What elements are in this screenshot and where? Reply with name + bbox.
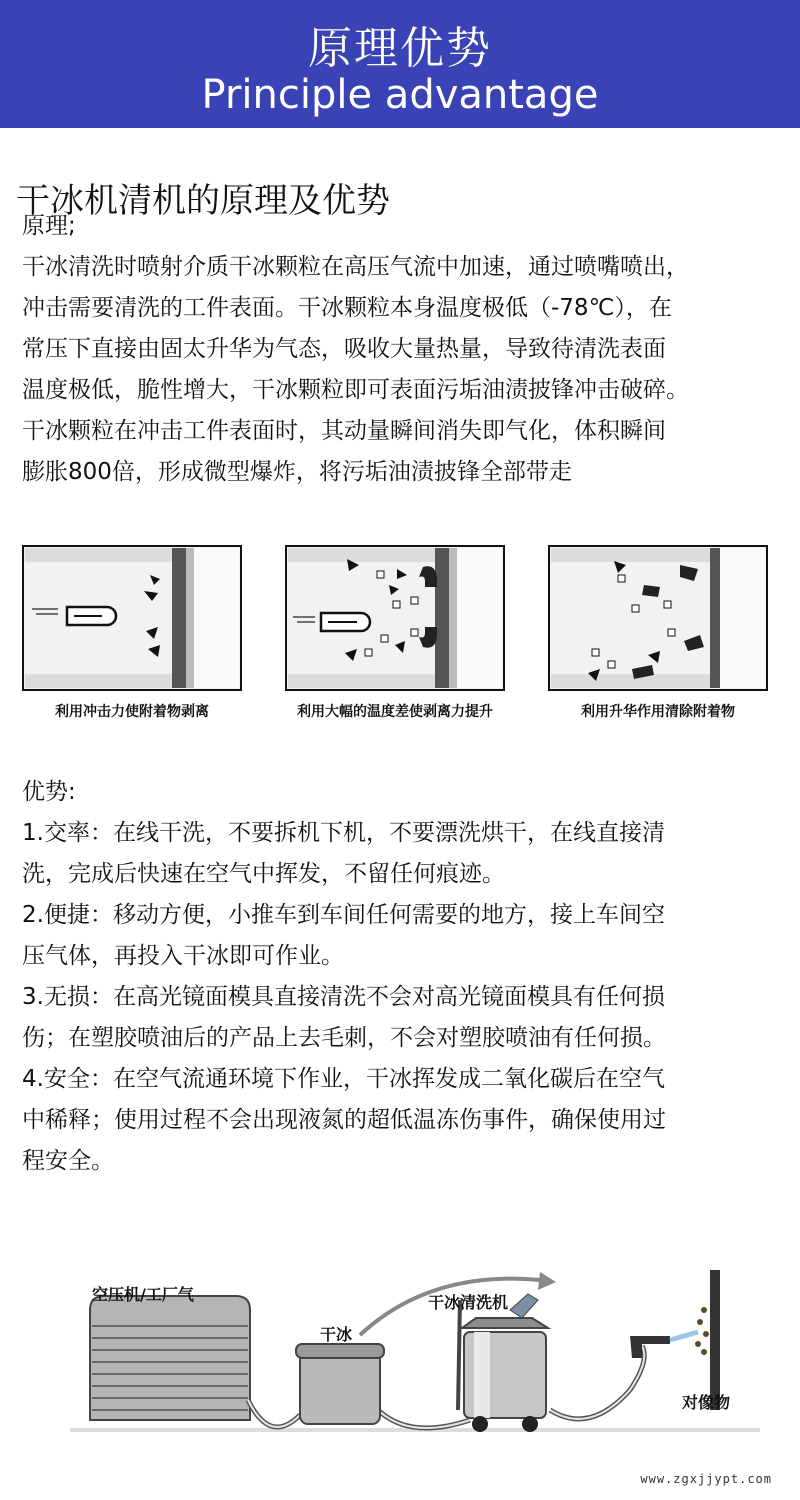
principle-line: 常压下直接由固太升华为气态，吸收大量热量，导致待清洗表面 bbox=[22, 336, 666, 362]
target-object-icon bbox=[695, 1270, 720, 1410]
diagram-caption: 利用大幅的温度差使剥离力提升 bbox=[297, 704, 493, 720]
diagram-impact bbox=[22, 545, 242, 721]
advantage-line: 程安全。 bbox=[22, 1148, 114, 1174]
principle-line: 干冰颗粒在冲击工件表面时，其动量瞬间消失即气化，体积瞬间 bbox=[22, 418, 666, 444]
machine-label: 干冰清洗机 bbox=[428, 1293, 509, 1312]
dry-ice-label: 干冰 bbox=[320, 1325, 353, 1344]
principle-heading: 原理; bbox=[22, 213, 76, 239]
advantage-line: 2.便捷：移动方便，小推车到车间任何需要的地方，接上车间空 bbox=[22, 902, 665, 928]
principle-line: 膨胀800倍，形成微型爆炸，将污垢油渍披锋全部带走 bbox=[22, 459, 572, 485]
header-banner bbox=[0, 0, 800, 128]
advantages-heading: 优势: bbox=[22, 779, 76, 805]
diagram-sublimation bbox=[548, 545, 768, 721]
watermark-url: www.zgxjjypt.com bbox=[640, 1472, 772, 1486]
advantage-line: 压气体，再投入干冰即可作业。 bbox=[22, 943, 344, 969]
blasting-machine-icon bbox=[458, 1294, 548, 1432]
dry-ice-box-icon bbox=[296, 1344, 384, 1424]
advantage-line: 3.无损：在高光镜面模具直接清洗不会对高光镜面模具有任何损 bbox=[22, 984, 665, 1010]
principle-line: 干冰清洗时喷射介质干冰颗粒在高压气流中加速，通过喷嘴喷出， bbox=[22, 254, 689, 280]
banner-title-cn: 原理优势 bbox=[308, 23, 492, 74]
principle-line: 冲击需要清洗的工件表面。干冰颗粒本身温度极低（-78℃），在 bbox=[22, 295, 672, 321]
advantage-line: 洗，完成后快速在空气中挥发，不留任何痕迹。 bbox=[22, 861, 505, 887]
diagram-thermal-shock bbox=[285, 545, 505, 721]
advantage-line: 中稀释；使用过程不会出现液氮的超低温冻伤事件，确保使用过 bbox=[22, 1107, 666, 1133]
blast-gun-icon bbox=[630, 1332, 698, 1358]
target-label: 对像物 bbox=[682, 1393, 731, 1412]
compressor-icon bbox=[90, 1296, 250, 1420]
advantage-line: 伤；在塑胶喷油后的产品上去毛刺，不会对塑胶喷油有任何损。 bbox=[22, 1025, 666, 1051]
advantage-line: 4.安全：在空气流通环境下作业，干冰挥发成二氧化碳后在空气 bbox=[22, 1066, 665, 1092]
workflow-illustration bbox=[70, 1240, 760, 1440]
banner-title-en: Principle advantage bbox=[201, 72, 599, 118]
advantages-section bbox=[22, 772, 797, 1182]
advantage-line: 1.交率：在线干洗，不要拆机下机，不要漂洗烘干，在线直接清 bbox=[22, 820, 665, 846]
diagram-caption: 利用升华作用清除附着物 bbox=[581, 704, 735, 720]
compressor-label: 空压机/工厂气 bbox=[92, 1285, 194, 1304]
thermal-shock-illustration bbox=[285, 545, 505, 691]
section-title: 干冰机清机的原理及优势 bbox=[16, 180, 390, 221]
diagram-caption: 利用冲击力使附着物剥离 bbox=[55, 704, 209, 720]
workflow-drawing bbox=[70, 1240, 760, 1440]
impact-illustration bbox=[22, 545, 242, 691]
principle-line: 温度极低，脆性增大，干冰颗粒即可表面污垢油渍披锋冲击破碎。 bbox=[22, 377, 689, 403]
sublimation-illustration bbox=[548, 545, 768, 691]
principle-section bbox=[22, 206, 797, 493]
